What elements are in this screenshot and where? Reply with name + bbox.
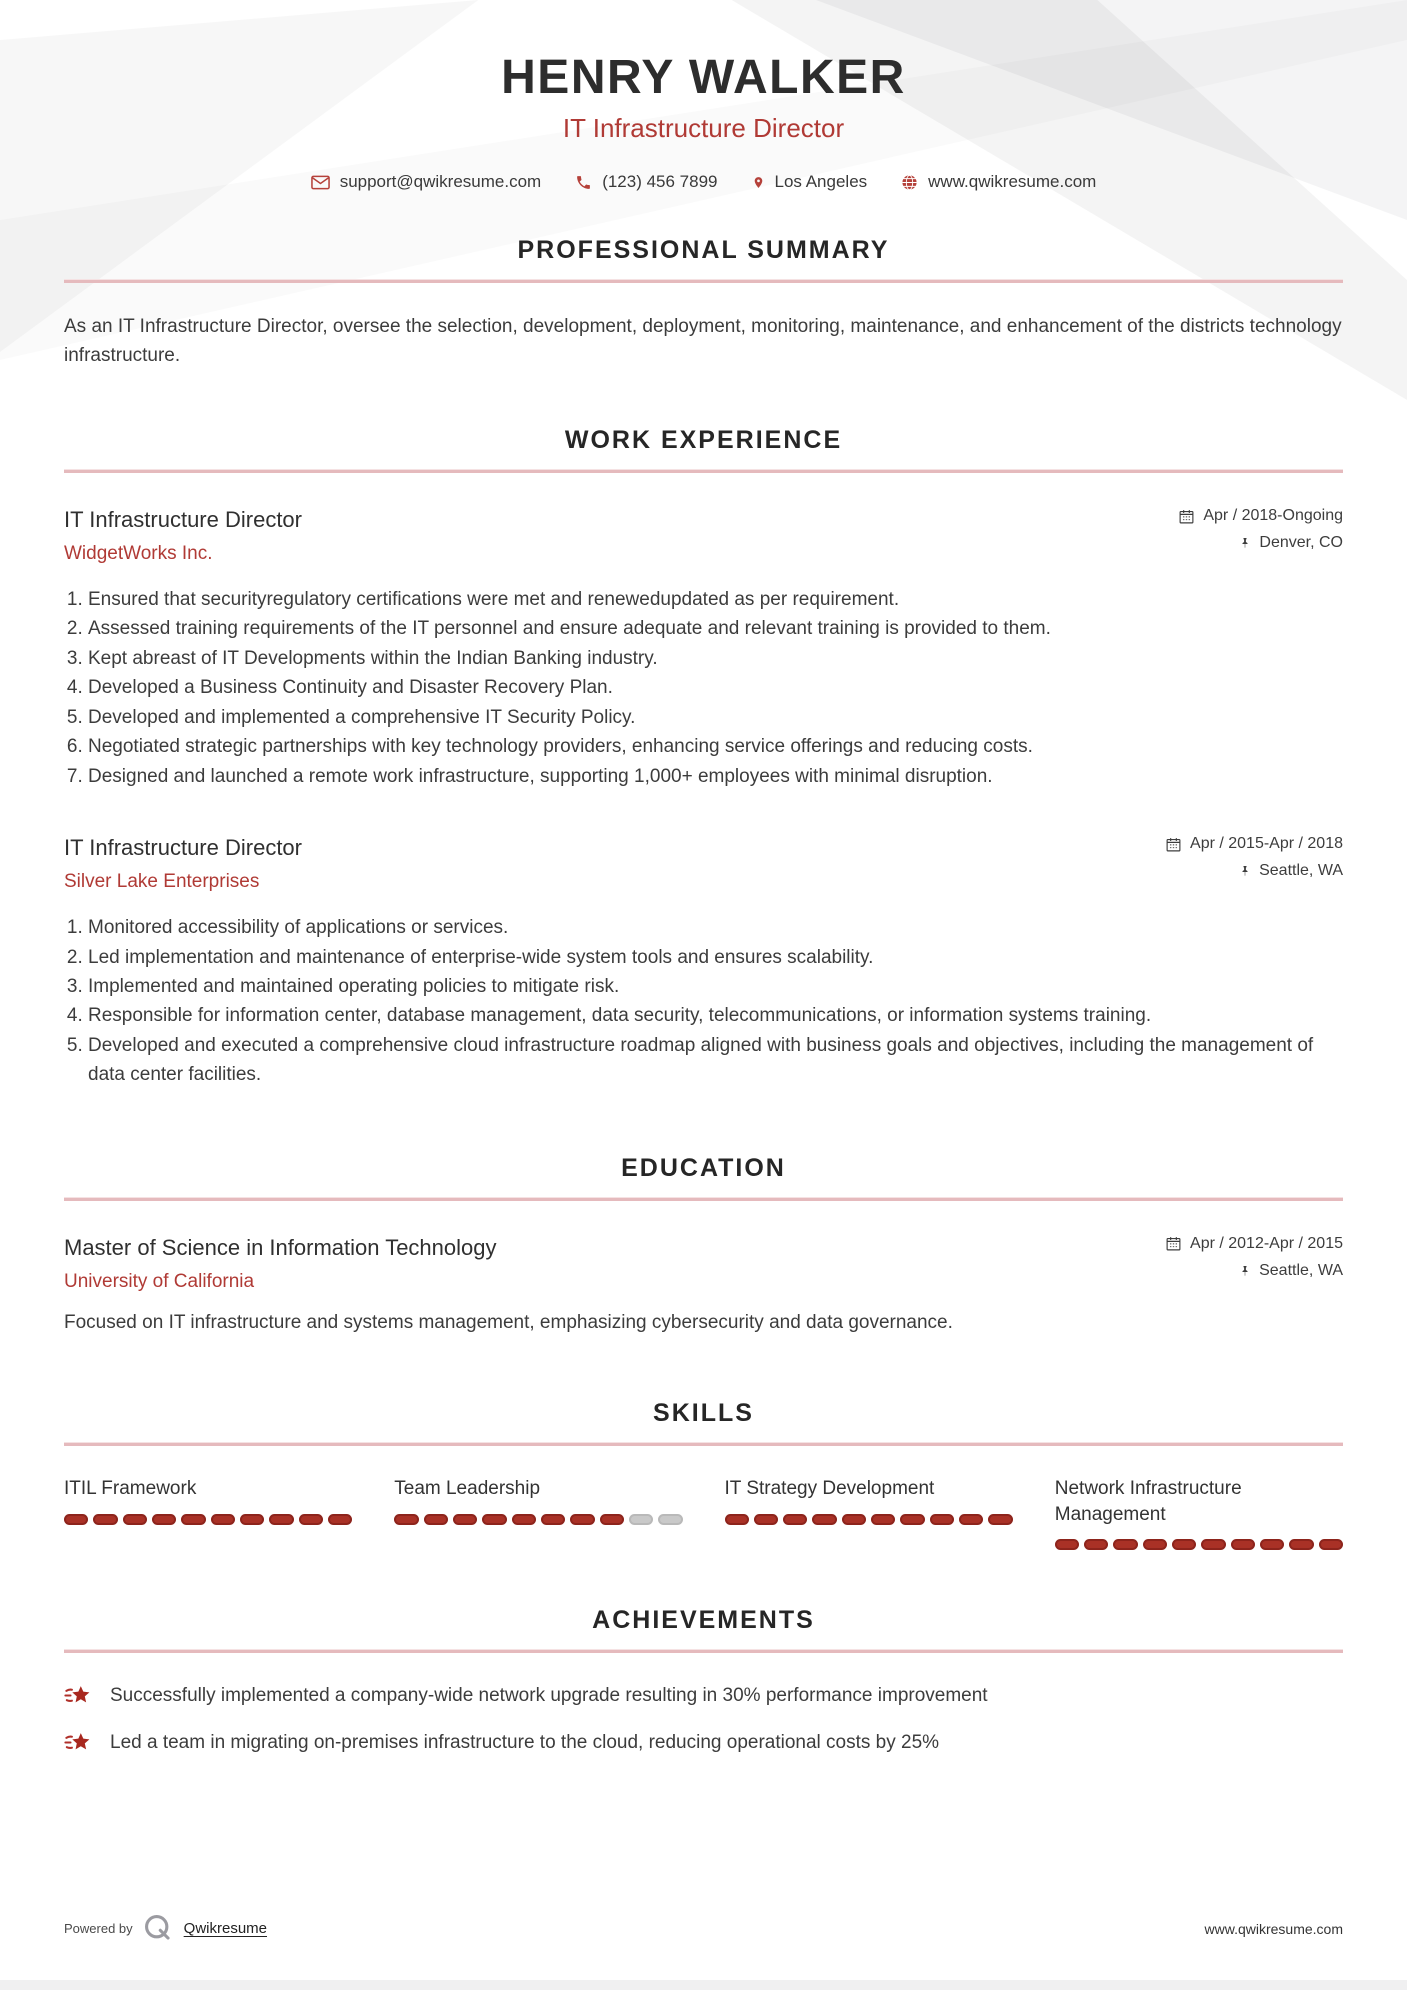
skill-level-segment	[988, 1514, 1012, 1525]
candidate-title: IT Infrastructure Director	[562, 113, 845, 143]
job-bullet: 2. Assessed training requirements of the IT personnel and ensure adequate and relevant training is provided to them.	[88, 614, 1343, 643]
skill-level-segment	[783, 1514, 807, 1525]
pushpin-icon	[1239, 535, 1251, 551]
skill-level-segment	[725, 1514, 749, 1525]
skill-level-segment	[600, 1514, 624, 1525]
job-date: Apr / 2015-Apr / 2018	[1190, 835, 1343, 853]
skill-level-segment	[871, 1514, 895, 1525]
skill-item	[64, 1476, 352, 1550]
education-description: Focused on IT infrastructure and systems management, emphasizing cybersecurity and data governance.	[64, 1311, 953, 1333]
skill-level-segment	[123, 1514, 147, 1525]
section-title: EDUCATION	[621, 1153, 786, 1182]
job-bullet: 2. Led implementation and maintenance of enterprise-wide system tools and ensures scalability.	[88, 943, 1343, 972]
pushpin-icon	[1239, 1263, 1251, 1279]
qwikresume-brand-link[interactable]: Qwikresume	[183, 1920, 268, 1937]
skill-level-segment	[959, 1514, 983, 1525]
job-date: Apr / 2018-Ongoing	[1203, 507, 1343, 524]
skill-level-segment	[269, 1514, 293, 1525]
skill-level-segment	[1113, 1539, 1137, 1550]
calendar-icon	[1165, 836, 1182, 853]
work-entry	[64, 507, 1343, 791]
skill-level-segment	[93, 1514, 117, 1525]
job-location-line	[1165, 862, 1343, 880]
skill-level-segment	[64, 1514, 88, 1525]
skill-level-segment	[1201, 1539, 1225, 1550]
work-entry-left	[64, 835, 302, 893]
skill-item	[1055, 1476, 1343, 1550]
section-skills	[64, 1399, 1343, 1550]
skill-level-segment	[299, 1514, 323, 1525]
calendar-icon	[1165, 1235, 1182, 1252]
skill-level-bar	[64, 1514, 352, 1525]
skill-level-segment	[1055, 1539, 1079, 1550]
job-location-line	[1178, 534, 1343, 552]
achievement-text: Led a team in migrating on-premises infrastructure to the cloud, reducing operational costs by 25%	[110, 1731, 940, 1753]
section-title: ACHIEVEMENTS	[592, 1606, 815, 1635]
candidate-name: HENRY WALKER	[501, 51, 906, 104]
skill-level-segment	[1289, 1539, 1313, 1550]
footer-website-link[interactable]: www.qwikresume.com	[1204, 1920, 1343, 1937]
section-title: WORK EXPERIENCE	[564, 426, 843, 454]
skill-level-segment	[570, 1514, 594, 1525]
job-bullet: 3. Implemented and maintained operating policies to mitigate risk.	[88, 972, 1343, 1001]
contact-text: Los Angeles	[774, 172, 868, 191]
job-title: IT Infrastructure Director	[64, 835, 302, 861]
skills-grid	[64, 1476, 1343, 1550]
skill-level-segment	[812, 1514, 836, 1525]
contact-text: (123) 456 7899	[602, 172, 718, 191]
skill-item	[725, 1476, 1013, 1550]
section-education	[64, 1154, 1343, 1338]
job-bullet: 6. Negotiated strategic partnerships with key technology providers, enhancing service offerings and reducing costs.	[88, 732, 1343, 761]
skill-level-bar	[1055, 1539, 1343, 1550]
globe-icon	[901, 174, 918, 191]
skill-level-segment	[930, 1514, 954, 1525]
skill-level-segment	[1260, 1539, 1284, 1550]
skill-level-bar	[394, 1514, 682, 1525]
skill-level-segment	[328, 1514, 352, 1525]
skill-level-bar	[725, 1514, 1013, 1525]
contact-item[interactable]	[752, 172, 868, 192]
contact-item[interactable]	[575, 172, 717, 192]
section-achievements	[64, 1606, 1343, 1755]
job-bullet: 1. Monitored accessibility of applications or services.	[88, 913, 1343, 942]
section-divider	[64, 1442, 1343, 1446]
job-location: Denver, CO	[1259, 534, 1343, 551]
achievement-item	[64, 1683, 1343, 1708]
section-title: SKILLS	[653, 1399, 754, 1428]
contact-item[interactable]	[311, 172, 542, 192]
qwikresume-logo-icon	[143, 1913, 174, 1944]
skill-level-segment	[512, 1514, 536, 1525]
work-entry-meta	[1178, 507, 1343, 552]
achievements-list	[64, 1683, 1343, 1755]
school-name: University of California	[64, 1270, 255, 1292]
achievement-item	[64, 1730, 1343, 1755]
pushpin-icon	[1239, 863, 1251, 879]
location-pin-icon	[752, 174, 765, 191]
skill-level-segment	[629, 1514, 653, 1525]
section-divider	[64, 1649, 1343, 1653]
education-date: Apr / 2012-Apr / 2015	[1190, 1234, 1343, 1252]
work-entry-header	[64, 835, 1343, 893]
contact-row	[64, 172, 1343, 192]
degree-title: Master of Science in Information Technology	[64, 1234, 497, 1260]
skill-level-segment	[1084, 1539, 1108, 1550]
work-entry-header	[64, 507, 1343, 565]
section-title: PROFESSIONAL SUMMARY	[517, 236, 890, 264]
section-divider	[64, 469, 1343, 473]
job-date-line	[1165, 835, 1343, 853]
skill-level-segment	[842, 1514, 866, 1525]
section-professional-summary	[64, 236, 1343, 370]
job-bullet-list	[64, 585, 1343, 791]
skill-item	[394, 1476, 682, 1550]
job-title: IT Infrastructure Director	[64, 507, 302, 532]
company-name: WidgetWorks Inc.	[64, 543, 213, 564]
job-date-line	[1178, 507, 1343, 525]
work-entries	[64, 507, 1343, 1090]
job-bullet: 4. Responsible for information center, database management, data security, telecommunications, or information systems training.	[88, 1001, 1343, 1030]
education-entry	[64, 1235, 1343, 1338]
skill-level-segment	[900, 1514, 924, 1525]
skill-name: IT Strategy Development	[724, 1478, 935, 1500]
skill-level-segment	[482, 1514, 506, 1525]
page-footer	[64, 1913, 1343, 1944]
job-bullet: 1. Ensured that securityregulatory certifications were met and renewedupdated as per requirement.	[88, 585, 1343, 614]
job-bullet: 5. Developed and implemented a comprehensive IT Security Policy.	[88, 703, 1343, 732]
job-bullet: 7. Designed and launched a remote work infrastructure, supporting 1,000+ employees with minimal disruption.	[88, 762, 1343, 791]
contact-text: support@qwikresume.com	[339, 172, 542, 191]
job-location: Seattle, WA	[1259, 862, 1343, 880]
page-bottom-edge	[0, 1980, 1407, 1990]
job-bullet: 5. Developed and executed a comprehensive cloud infrastructure roadmap aligned with business goals and objectives, including the management of data center facilities.	[88, 1031, 1343, 1090]
section-work-experience	[64, 426, 1343, 1090]
skill-level-segment	[1143, 1539, 1167, 1550]
job-bullet: 4. Developed a Business Continuity and Disaster Recovery Plan.	[88, 673, 1343, 702]
skill-level-segment	[152, 1514, 176, 1525]
skill-level-segment	[754, 1514, 778, 1525]
section-divider	[64, 279, 1343, 283]
achievement-text: Successfully implemented a company-wide network upgrade resulting in 30% performance improvement	[110, 1684, 988, 1706]
skill-name: ITIL Framework	[64, 1478, 197, 1500]
contact-text: www.qwikresume.com	[928, 172, 1097, 191]
star-burst-icon	[64, 1683, 92, 1708]
star-burst-icon	[64, 1730, 92, 1755]
skill-level-segment	[658, 1514, 682, 1525]
work-entry-left	[64, 507, 302, 565]
skill-level-segment	[240, 1514, 264, 1525]
work-entry-meta	[1165, 835, 1343, 880]
powered-by-label: Powered by	[64, 1921, 133, 1936]
skill-level-segment	[1172, 1539, 1196, 1550]
section-divider	[64, 1197, 1343, 1201]
envelope-icon	[311, 175, 330, 190]
work-entry	[64, 835, 1343, 1090]
job-bullet-list	[64, 913, 1343, 1090]
company-name: Silver Lake Enterprises	[64, 871, 260, 893]
skill-name: Team Leadership	[394, 1478, 541, 1500]
skill-level-segment	[1319, 1539, 1343, 1550]
skill-level-segment	[1231, 1539, 1255, 1550]
skill-level-segment	[211, 1514, 235, 1525]
skill-level-segment	[424, 1514, 448, 1525]
phone-icon	[575, 174, 592, 191]
skill-level-segment	[181, 1514, 205, 1525]
skill-level-segment	[541, 1514, 565, 1525]
calendar-icon	[1178, 508, 1195, 525]
education-location: Seattle, WA	[1259, 1261, 1343, 1279]
skill-level-segment	[394, 1514, 418, 1525]
resume-header	[64, 0, 1343, 192]
summary-text: As an IT Infrastructure Director, oversee the selection, development, deployment, monitoring, maintenance, and enhancement of the districts technology infrastructure.	[64, 316, 1342, 366]
skill-name: Network Infrastructure Management	[1054, 1478, 1242, 1525]
contact-item[interactable]	[901, 172, 1096, 192]
skill-level-segment	[453, 1514, 477, 1525]
job-bullet: 3. Kept abreast of IT Developments within the Indian Banking industry.	[88, 644, 1343, 673]
